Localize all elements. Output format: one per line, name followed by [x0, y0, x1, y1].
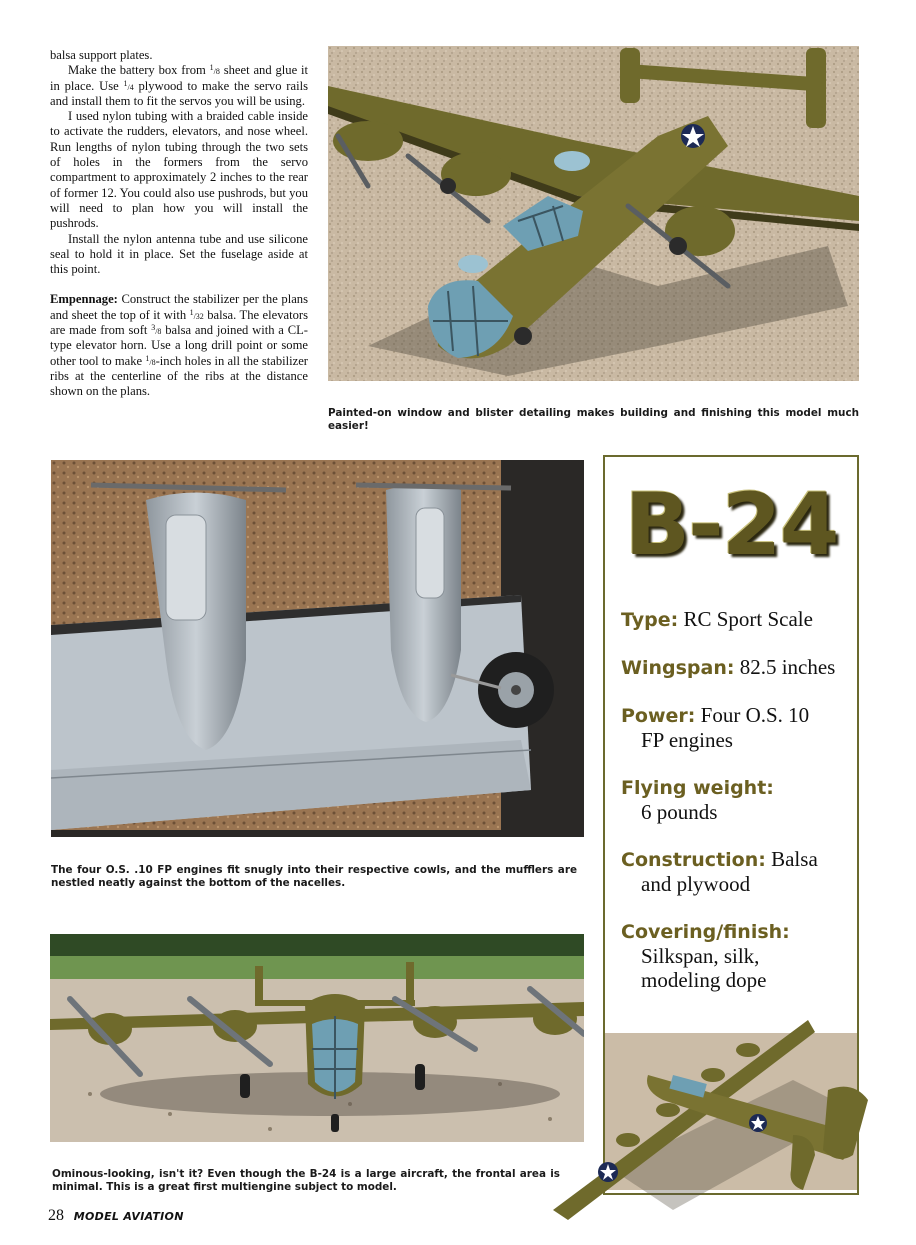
front-photo-caption: Ominous-looking, isn't it? Even though the B-24 is a large aircraft, the frontal area is minimal. This is a great first multiengine subject to model. — [52, 1168, 560, 1193]
spec-type-value: RC Sport Scale — [683, 607, 813, 631]
spec-wingspan-value: 82.5 inches — [739, 655, 836, 679]
spec-list — [621, 607, 851, 1015]
paragraph-1: balsa support plates. — [50, 48, 153, 62]
paragraph-2: Make the battery box from $^1$/8 sheet and glue it in place. Use $^1$/4 plywood to make the servo rails and install them to fit the servos you will be using. — [50, 63, 309, 108]
spec-weight-value: 6 pounds — [641, 800, 718, 824]
spec-covering-label: Covering/finish: — [621, 921, 790, 943]
b24-sidebar-photo — [553, 1020, 876, 1220]
spec-construction-value-1: Balsa — [771, 847, 818, 871]
engines-nacelles-photo — [51, 460, 584, 837]
page-number: 28 — [48, 1207, 64, 1224]
spec-covering-value-1: Silkspan, silk, — [641, 944, 760, 968]
spec-type-label: Type: — [621, 609, 679, 631]
magazine-name: MODEL AVIATION — [73, 1210, 184, 1223]
b24-front-photo — [50, 934, 584, 1142]
article-body — [50, 48, 308, 400]
spec-construction-label: Construction: — [621, 849, 766, 871]
b24-topview-photo — [328, 46, 859, 381]
spec-power-label: Power: — [621, 705, 696, 727]
paragraph-3: I used nylon tubing with a braided cable inside to activate the rudders, elevators, and nose wheel. Run lengths of nylon tubing through the two sets of holes in the formers from the servo compartment to approximately 2 inches to the rear of former 12. You could also use pushrods, but you will need to plan how you will install the pushrods. — [50, 109, 308, 231]
spec-weight — [621, 775, 851, 824]
spec-power-value-1: Four O.S. 10 — [700, 703, 810, 727]
top-photo-caption: Painted-on window and blister detailing makes building and finishing this model much easier! — [328, 407, 859, 432]
spec-title: B-24 — [624, 475, 838, 575]
spec-covering — [621, 919, 851, 992]
spec-weight-label: Flying weight: — [621, 777, 774, 799]
paragraph-5: Empennage: Construct the stabilizer per the plans and sheet the top of it with $^1$/32 balsa. The elevators are made from soft $^3$/8 balsa and joined with a CL-type elevator horn. Use a long drill point or some other tool to make $^1$/8-inch holes in all the stabilizer ribs at the centerline of the ribs at the distance shown on the plans. — [50, 292, 308, 399]
spec-wingspan-label: Wingspan: — [621, 657, 735, 679]
empennage-heading: Empennage: — [50, 292, 118, 307]
spec-power-value-2: FP engines — [641, 728, 733, 752]
paragraph-4: Install the nylon antenna tube and use silicone seal to hold it in place. Set the fuselage aside at this point. — [50, 231, 308, 277]
spec-construction — [621, 847, 851, 896]
spec-type — [621, 607, 851, 632]
spec-covering-value-2: modeling dope — [641, 968, 767, 992]
page-footer — [48, 1207, 184, 1225]
spec-construction-value-2: and plywood — [641, 872, 751, 896]
spec-wingspan — [621, 655, 851, 680]
spec-power — [621, 703, 851, 752]
engines-photo-caption: The four O.S. .10 FP engines fit snugly into their respective cowls, and the mufflers are nestled neatly against the bottom of the nacelles. — [51, 864, 577, 889]
